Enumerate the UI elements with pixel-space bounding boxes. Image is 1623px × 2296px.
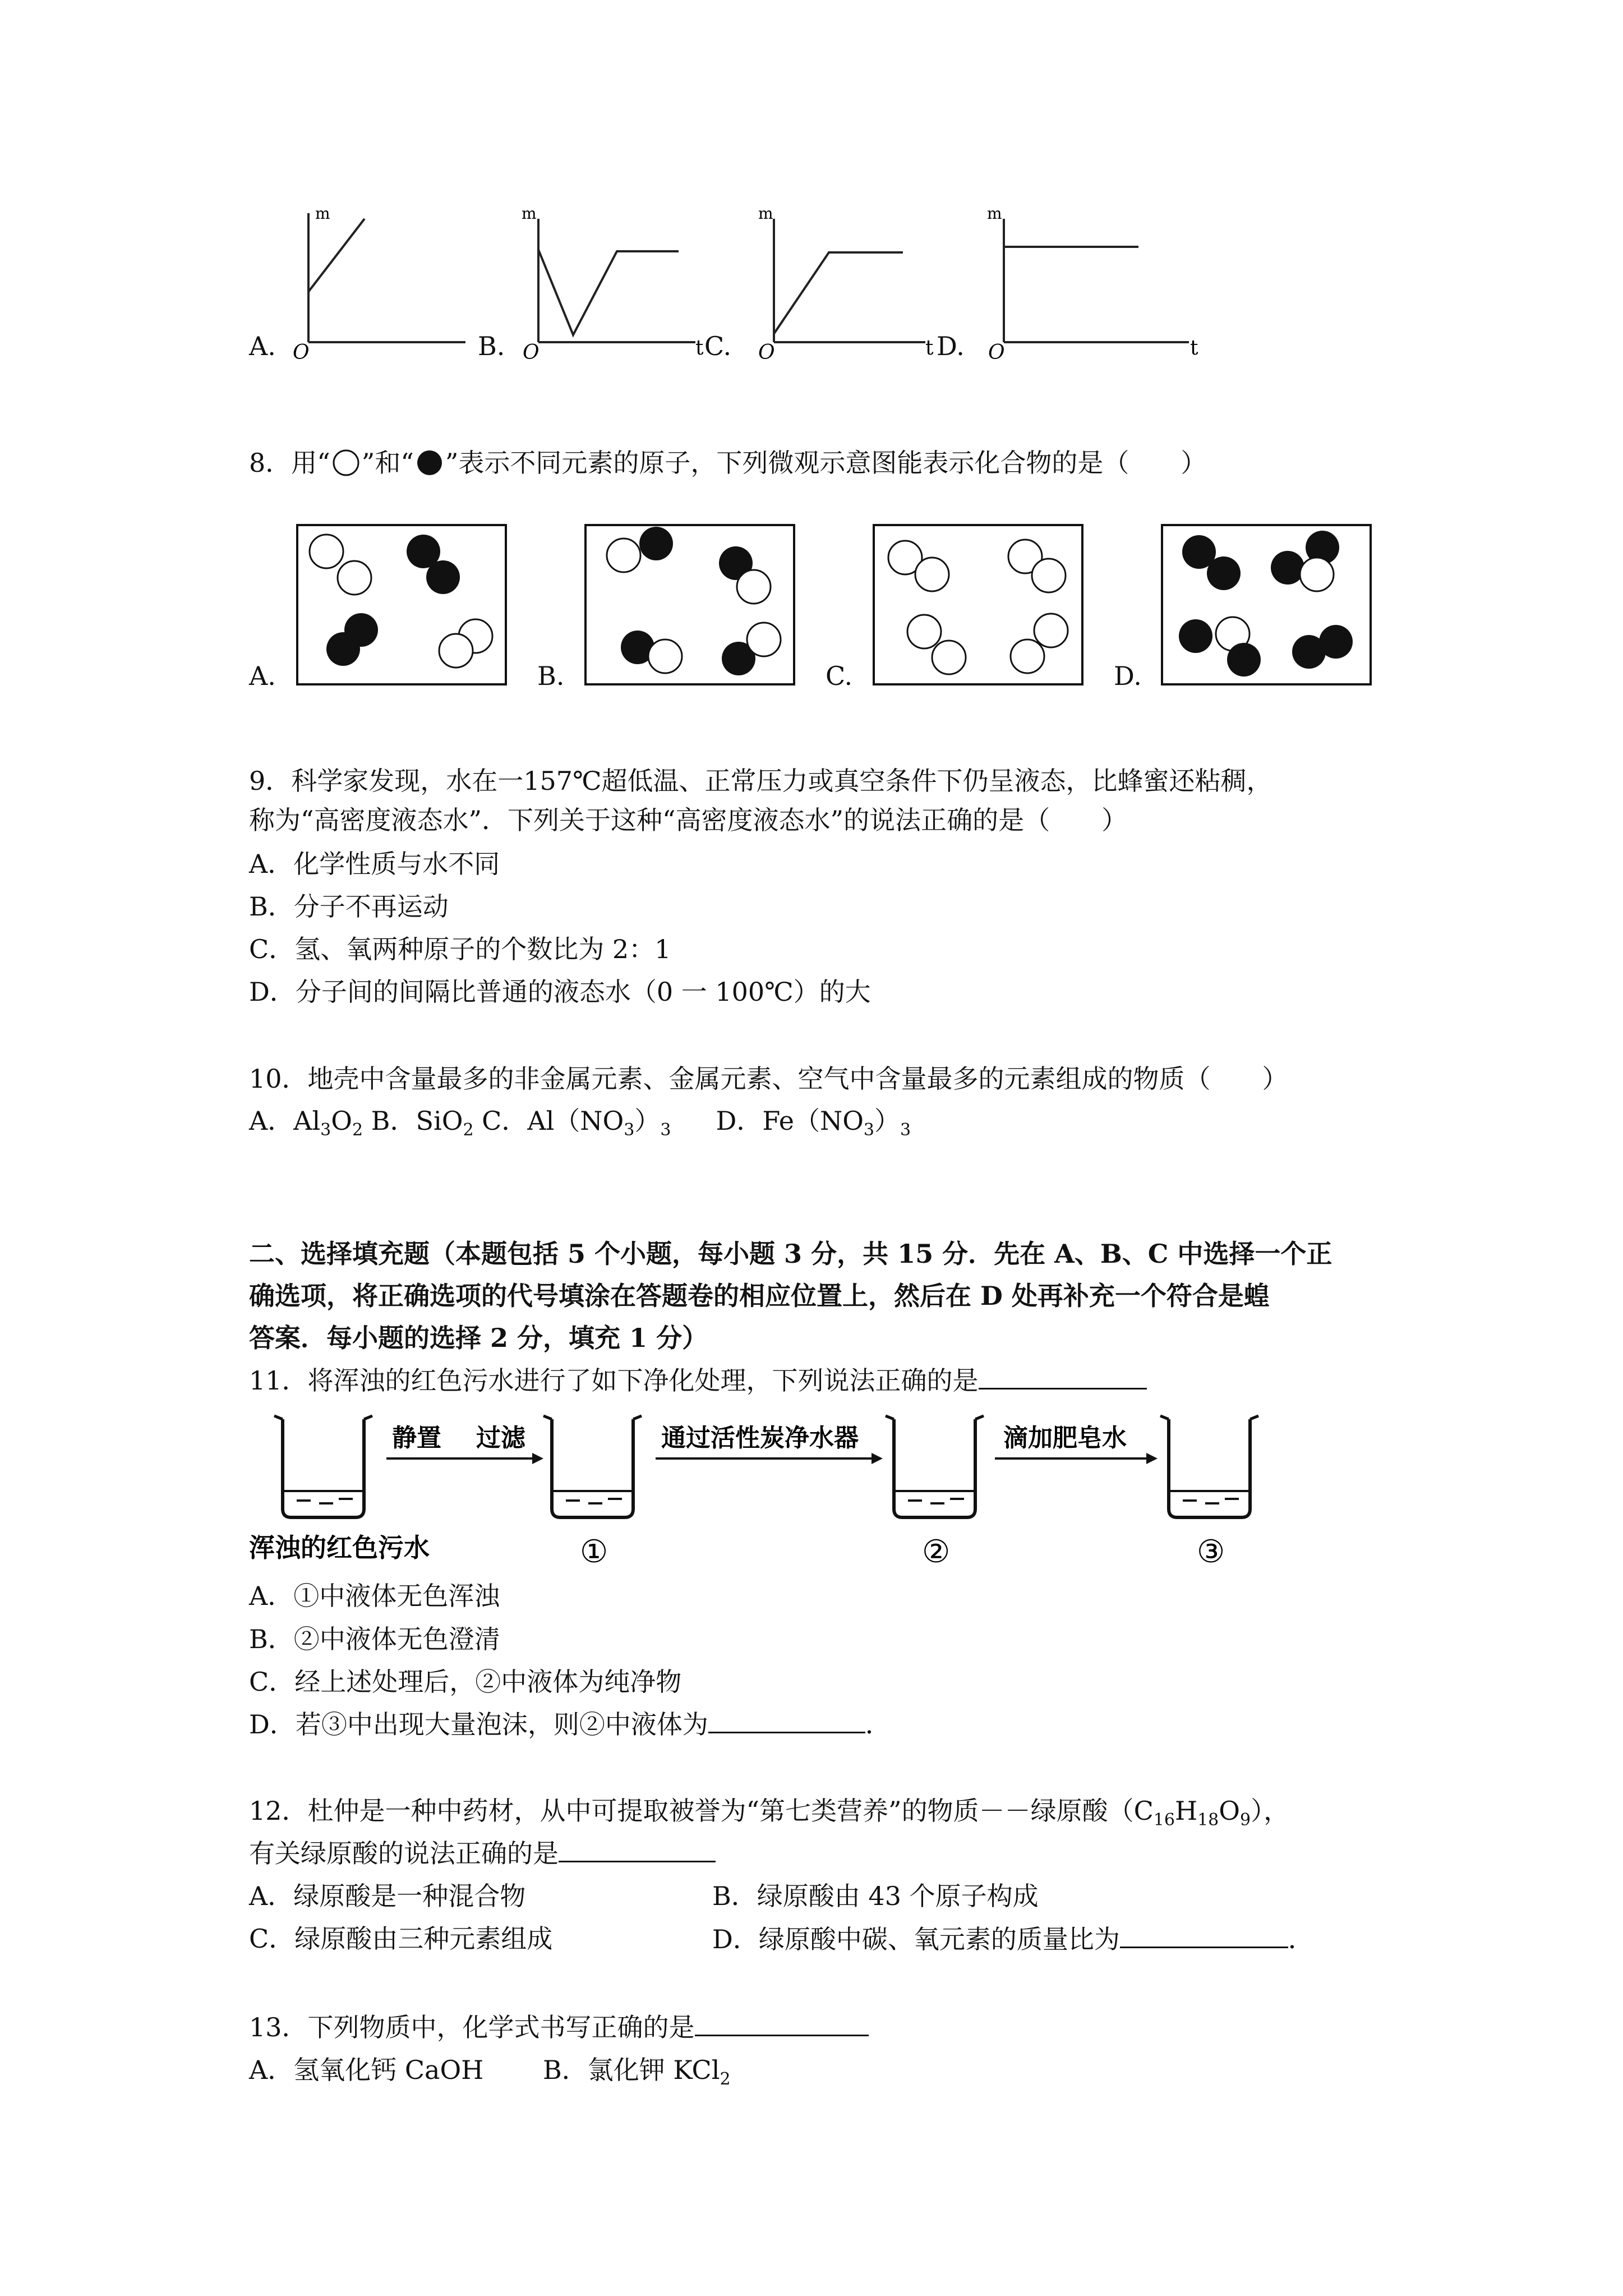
q10-opt-a-mid: O (331, 1106, 352, 1136)
q7-option-d-label: D. (937, 331, 965, 361)
q10-opt-a-text: A．Al (249, 1106, 321, 1136)
q11-arrow1-label-b: 过滤 (476, 1424, 525, 1452)
q11-option-d (249, 1707, 891, 1741)
section2-heading-line2: 确选项，将正确选项的代号填涂在答题卷的相应位置上，然后在 D 处再补充一个符合是蝗 (249, 1281, 1270, 1311)
q8-option-b-label: B. (537, 661, 565, 691)
q13-stem (249, 2010, 869, 2044)
q7-graph-a (280, 202, 477, 370)
q11-beaker3-label: ③ (1197, 1534, 1225, 1570)
q9-option-d: D．分子间的间隔比普通的液态水（0 一 100℃）的大 (249, 977, 871, 1007)
q13-answer-blank[interactable] (695, 2010, 869, 2036)
q7-d-xaxis: t (1190, 337, 1198, 360)
q11-purification-figure (249, 1408, 1281, 1582)
q12-stem-o: O (1219, 1796, 1240, 1826)
q10-opt-c-post: ） (634, 1106, 661, 1136)
q11-option-d-post: ． (865, 1709, 891, 1740)
q11-arrow3-label: 滴加肥皂水 (1003, 1424, 1127, 1452)
q10-opt-c-sub1: 3 (624, 1120, 635, 1140)
q8-box-a (296, 524, 507, 685)
q12-option-a: A．绿原酸是一种混合物 (249, 1881, 526, 1911)
q10-opt-d-text: D．Fe（NO (716, 1106, 864, 1136)
q12-sub-h: 18 (1197, 1810, 1219, 1830)
q10-opt-d-sub2: 3 (900, 1120, 911, 1140)
section2-heading-line1: 二、选择填充题（本题包括 5 个小题，每小题 3 分，共 15 分．先在 A、B、C 中选择一个正 (249, 1239, 1332, 1269)
q8-stem-part-b: ”和“ (361, 448, 414, 478)
q7-d-yaxis: m (987, 204, 1002, 223)
q11-beaker1-label: ① (580, 1534, 608, 1570)
beaker-start (274, 1416, 372, 1517)
q7-graph-d (970, 202, 1206, 370)
q11-option-d-text: D．若③中出现大量泡沫，则②中液体为 (249, 1709, 708, 1740)
q11-arrow2-label: 通过活性炭净水器 (661, 1424, 859, 1452)
q13-stem-text: 13．下列物质中，化学式书写正确的是 (249, 2012, 695, 2042)
q12-stem-h: H (1174, 1796, 1198, 1826)
q12-option-d-post: ． (1288, 1924, 1314, 1954)
q12-stem-post: ）， (1251, 1796, 1290, 1826)
q7-b-xaxis: t (695, 337, 704, 360)
q8-box-d (1161, 524, 1372, 685)
q11-option-b: B．②中液体无色澄清 (249, 1624, 500, 1654)
q10-opt-a-sub2: 2 (352, 1120, 363, 1140)
q9-option-b: B．分子不再运动 (249, 891, 449, 922)
q8-option-a-label: A. (249, 661, 276, 691)
white-atom-icon (330, 447, 362, 478)
q9-stem-line1: 9．科学家发现，水在一157℃超低温、正常压力或真空条件下仍呈液态，比蜂蜜还粘稠， (249, 766, 1272, 796)
q10-opt-b-text: B．SiO (363, 1106, 463, 1136)
q10-opt-b-sub1: 2 (463, 1120, 474, 1140)
q7-c-yaxis: m (758, 204, 773, 223)
q12-option-d-text: D．绿原酸中碳、氧元素的质量比为 (712, 1924, 1120, 1954)
q10-stem: 10．地壳中含量最多的非金属元素、金属元素、空气中含量最多的元素组成的物质（ ） (249, 1064, 1288, 1094)
q11-option-d-blank[interactable] (708, 1707, 865, 1733)
q12-stem-line2 (249, 1836, 716, 1870)
q11-beaker2-label: ② (922, 1534, 951, 1570)
q10-opt-d-sub1: 3 (863, 1120, 874, 1140)
q7-option-b-label: B. (478, 331, 505, 361)
q11-option-a: A．①中液体无色浑浊 (249, 1581, 500, 1611)
q7-a-yaxis: m (315, 204, 330, 223)
q8-stem (249, 446, 1206, 480)
q11-arrow1-label-a: 静置 (392, 1424, 441, 1452)
q7-a-origin: O (293, 341, 310, 364)
q7-option-c-label: C. (704, 331, 732, 361)
q13-option-b-text: B．氯化钾 KCl (543, 2055, 720, 2085)
q8-stem-part-a: 8．用“ (249, 448, 330, 478)
q8-box-b (584, 524, 795, 685)
q8-option-c-label: C. (826, 661, 853, 691)
q11-stem (249, 1363, 1147, 1397)
q13-option-b (543, 2053, 731, 2087)
q11-option-c: C．经上述处理后，②中液体为纯净物 (249, 1667, 682, 1697)
q7-option-a-label: A. (249, 331, 276, 361)
q11-answer-blank[interactable] (979, 1363, 1147, 1389)
q10-opt-c-sub2: 3 (660, 1120, 671, 1140)
q8-stem-part-c: ”表示不同元素的原子，下列微观示意图能表示化合物的是（ ） (445, 448, 1207, 478)
q12-option-c: C．绿原酸由三种元素组成 (249, 1924, 553, 1954)
q12-answer-blank[interactable] (559, 1836, 716, 1862)
q8-option-d-label: D. (1114, 661, 1142, 691)
section2-heading-line3: 答案．每小题的选择 2 分，填充 1 分） (249, 1323, 708, 1353)
q7-b-origin: O (523, 341, 540, 364)
q9-stem-line2: 称为“高密度液态水”．下列关于这种“高密度液态水”的说法正确的是（ ） (249, 805, 1128, 835)
q7-graph-c (740, 202, 953, 370)
q7-graph-b (505, 202, 718, 370)
q11-start-label: 浑浊的红色污水 (249, 1533, 430, 1563)
beaker-2 (886, 1416, 984, 1517)
q11-stem-text: 11．将浑浊的红色污水进行了如下净化处理，下列说法正确的是 (249, 1365, 979, 1396)
q12-stem-text: 12．杜仲是一种中药材，从中可提取被誉为“第七类营养”的物质－－绿原酸（C (249, 1796, 1154, 1826)
q10-opt-c-text: C．Al（NO (473, 1106, 624, 1136)
q7-b-yaxis: m (522, 204, 537, 223)
q13-option-b-sub: 2 (720, 2069, 731, 2089)
q9-option-c: C．氢、氧两种原子的个数比为 2：1 (249, 934, 671, 964)
q12-sub-c: 16 (1153, 1810, 1175, 1830)
q12-stem-line1 (249, 1794, 1289, 1828)
q10-options (249, 1104, 911, 1138)
black-atom-icon (414, 447, 445, 478)
q12-stem-line2-text: 有关绿原酸的说法正确的是 (249, 1838, 559, 1869)
q10-opt-a-sub1: 3 (320, 1120, 331, 1140)
q12-sub-o: 9 (1239, 1810, 1251, 1830)
q12-option-d (712, 1922, 1314, 1956)
q9-option-a: A．化学性质与水不同 (249, 849, 500, 879)
beaker-3 (1160, 1416, 1258, 1517)
q7-c-origin: O (758, 341, 775, 364)
beaker-1 (543, 1416, 642, 1517)
q8-box-c (873, 524, 1083, 685)
q13-option-a: A．氢氧化钙 CaOH (249, 2055, 484, 2085)
q10-opt-d-post: ） (874, 1106, 900, 1136)
q12-option-b: B．绿原酸由 43 个原子构成 (712, 1881, 1039, 1911)
q12-option-d-blank[interactable] (1120, 1922, 1288, 1948)
q7-d-origin: O (988, 341, 1005, 364)
q7-c-xaxis: t (925, 337, 934, 360)
